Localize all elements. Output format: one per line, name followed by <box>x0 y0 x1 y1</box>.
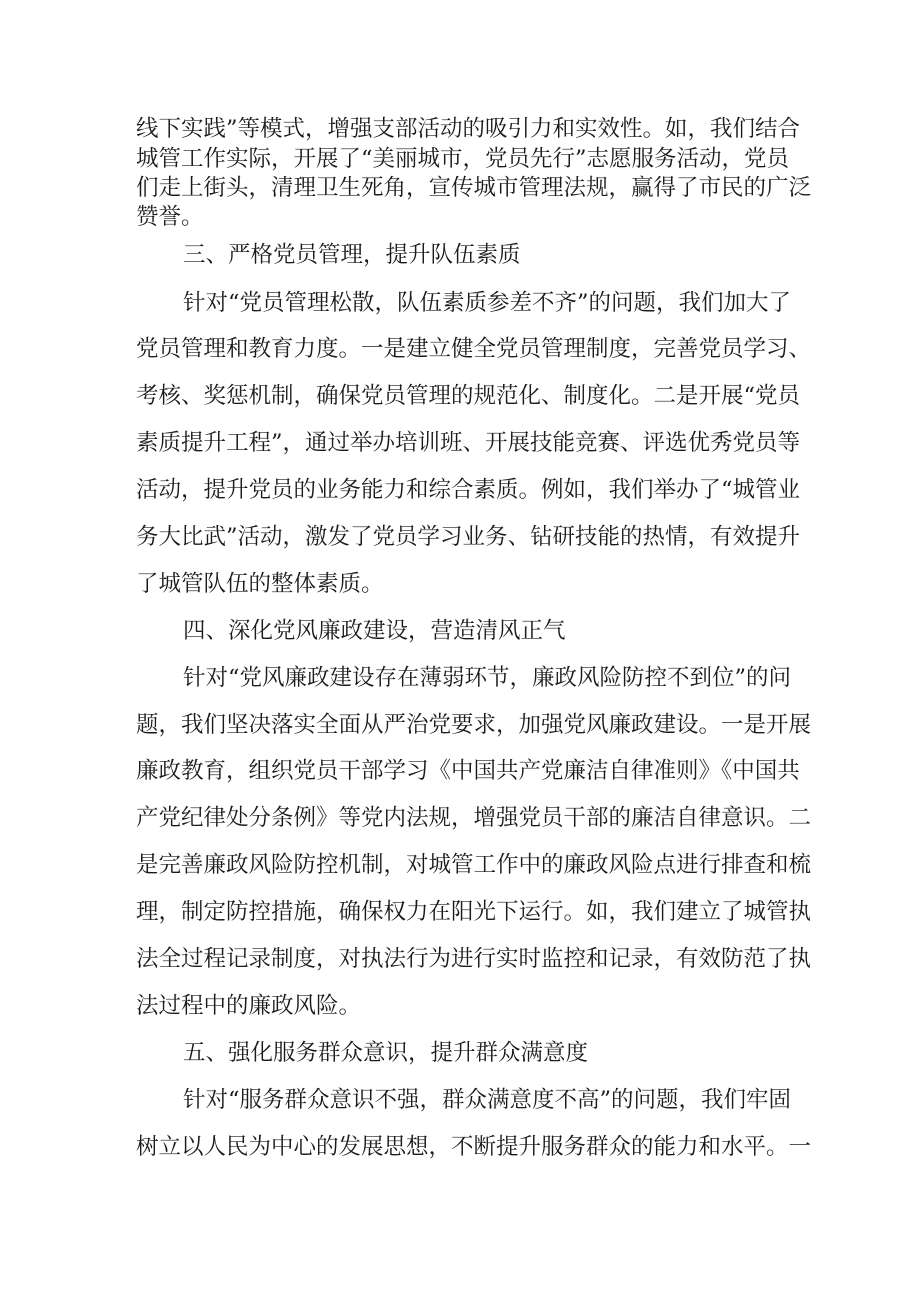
paragraph-line: 理，制定防控措施，确保权力在阳光下运行。如，我们建立了城管执 <box>136 899 812 925</box>
paragraph-line: 考核、奖惩机制，确保党员管理的规范化、制度化。二是开展“党员 <box>136 383 801 409</box>
paragraph-line: 素质提升工程”，通过举办培训班、开展技能竞赛、评选优秀党员等 <box>136 430 801 456</box>
paragraph-line: 城管工作实际，开展了“美丽城市，党员先行”志愿服务活动，党员 <box>136 146 790 172</box>
paragraph-line: 法全过程记录制度，对执法行为进行实时监控和记录，有效防范了执 <box>136 946 812 972</box>
section-heading: 四、深化党风廉政建设，营造清风正气 <box>183 618 566 644</box>
paragraph-line: 活动，提升党员的业务能力和综合素质。例如，我们举办了“城管业 <box>136 477 801 503</box>
paragraph-line: 们走上街头，清理卫生死角，宣传城市管理法规，赢得了市民的广泛 <box>136 175 812 201</box>
paragraph-line: 产党纪律处分条例》等党内法规，增强党员干部的廉洁自律意识。二 <box>136 805 812 831</box>
paragraph-line: 了城管队伍的整体素质。 <box>136 571 384 597</box>
paragraph-line: 务大比武”活动，激发了党员学习业务、钻研技能的热情，有效提升 <box>136 524 801 550</box>
paragraph-line: 赞誉。 <box>136 204 204 230</box>
paragraph-line: 针对“服务群众意识不强，群众满意度不高”的问题，我们牢固 <box>183 1087 792 1113</box>
section-heading: 五、强化服务群众意识，提升群众满意度 <box>183 1040 589 1066</box>
paragraph-line: 线下实践”等模式，增强支部活动的吸引力和实效性。如，我们结合 <box>136 116 801 142</box>
paragraph-line: 树立以人民为中心的发展思想，不断提升服务群众的能力和水平。一 <box>136 1134 812 1160</box>
paragraph-line: 题，我们坚决落实全面从严治党要求，加强党风廉政建设。一是开展 <box>136 712 812 738</box>
paragraph-line: 党员管理和教育力度。一是建立健全党员管理制度，完善党员学习、 <box>136 336 812 362</box>
paragraph-line: 法过程中的廉政风险。 <box>136 993 362 1019</box>
section-heading: 三、严格党员管理，提升队伍素质 <box>183 242 521 268</box>
paragraph-line: 是完善廉政风险防控机制，对城管工作中的廉政风险点进行排查和梳 <box>136 852 812 878</box>
paragraph-line: 针对“党员管理松散，队伍素质参差不齐”的问题，我们加大了 <box>183 290 792 316</box>
paragraph-line: 针对“党风廉政建设存在薄弱环节，廉政风险防控不到位”的问 <box>183 665 792 691</box>
paragraph-line: 廉政教育，组织党员干部学习《中国共产党廉洁自律准则》《中国共 <box>136 758 800 784</box>
